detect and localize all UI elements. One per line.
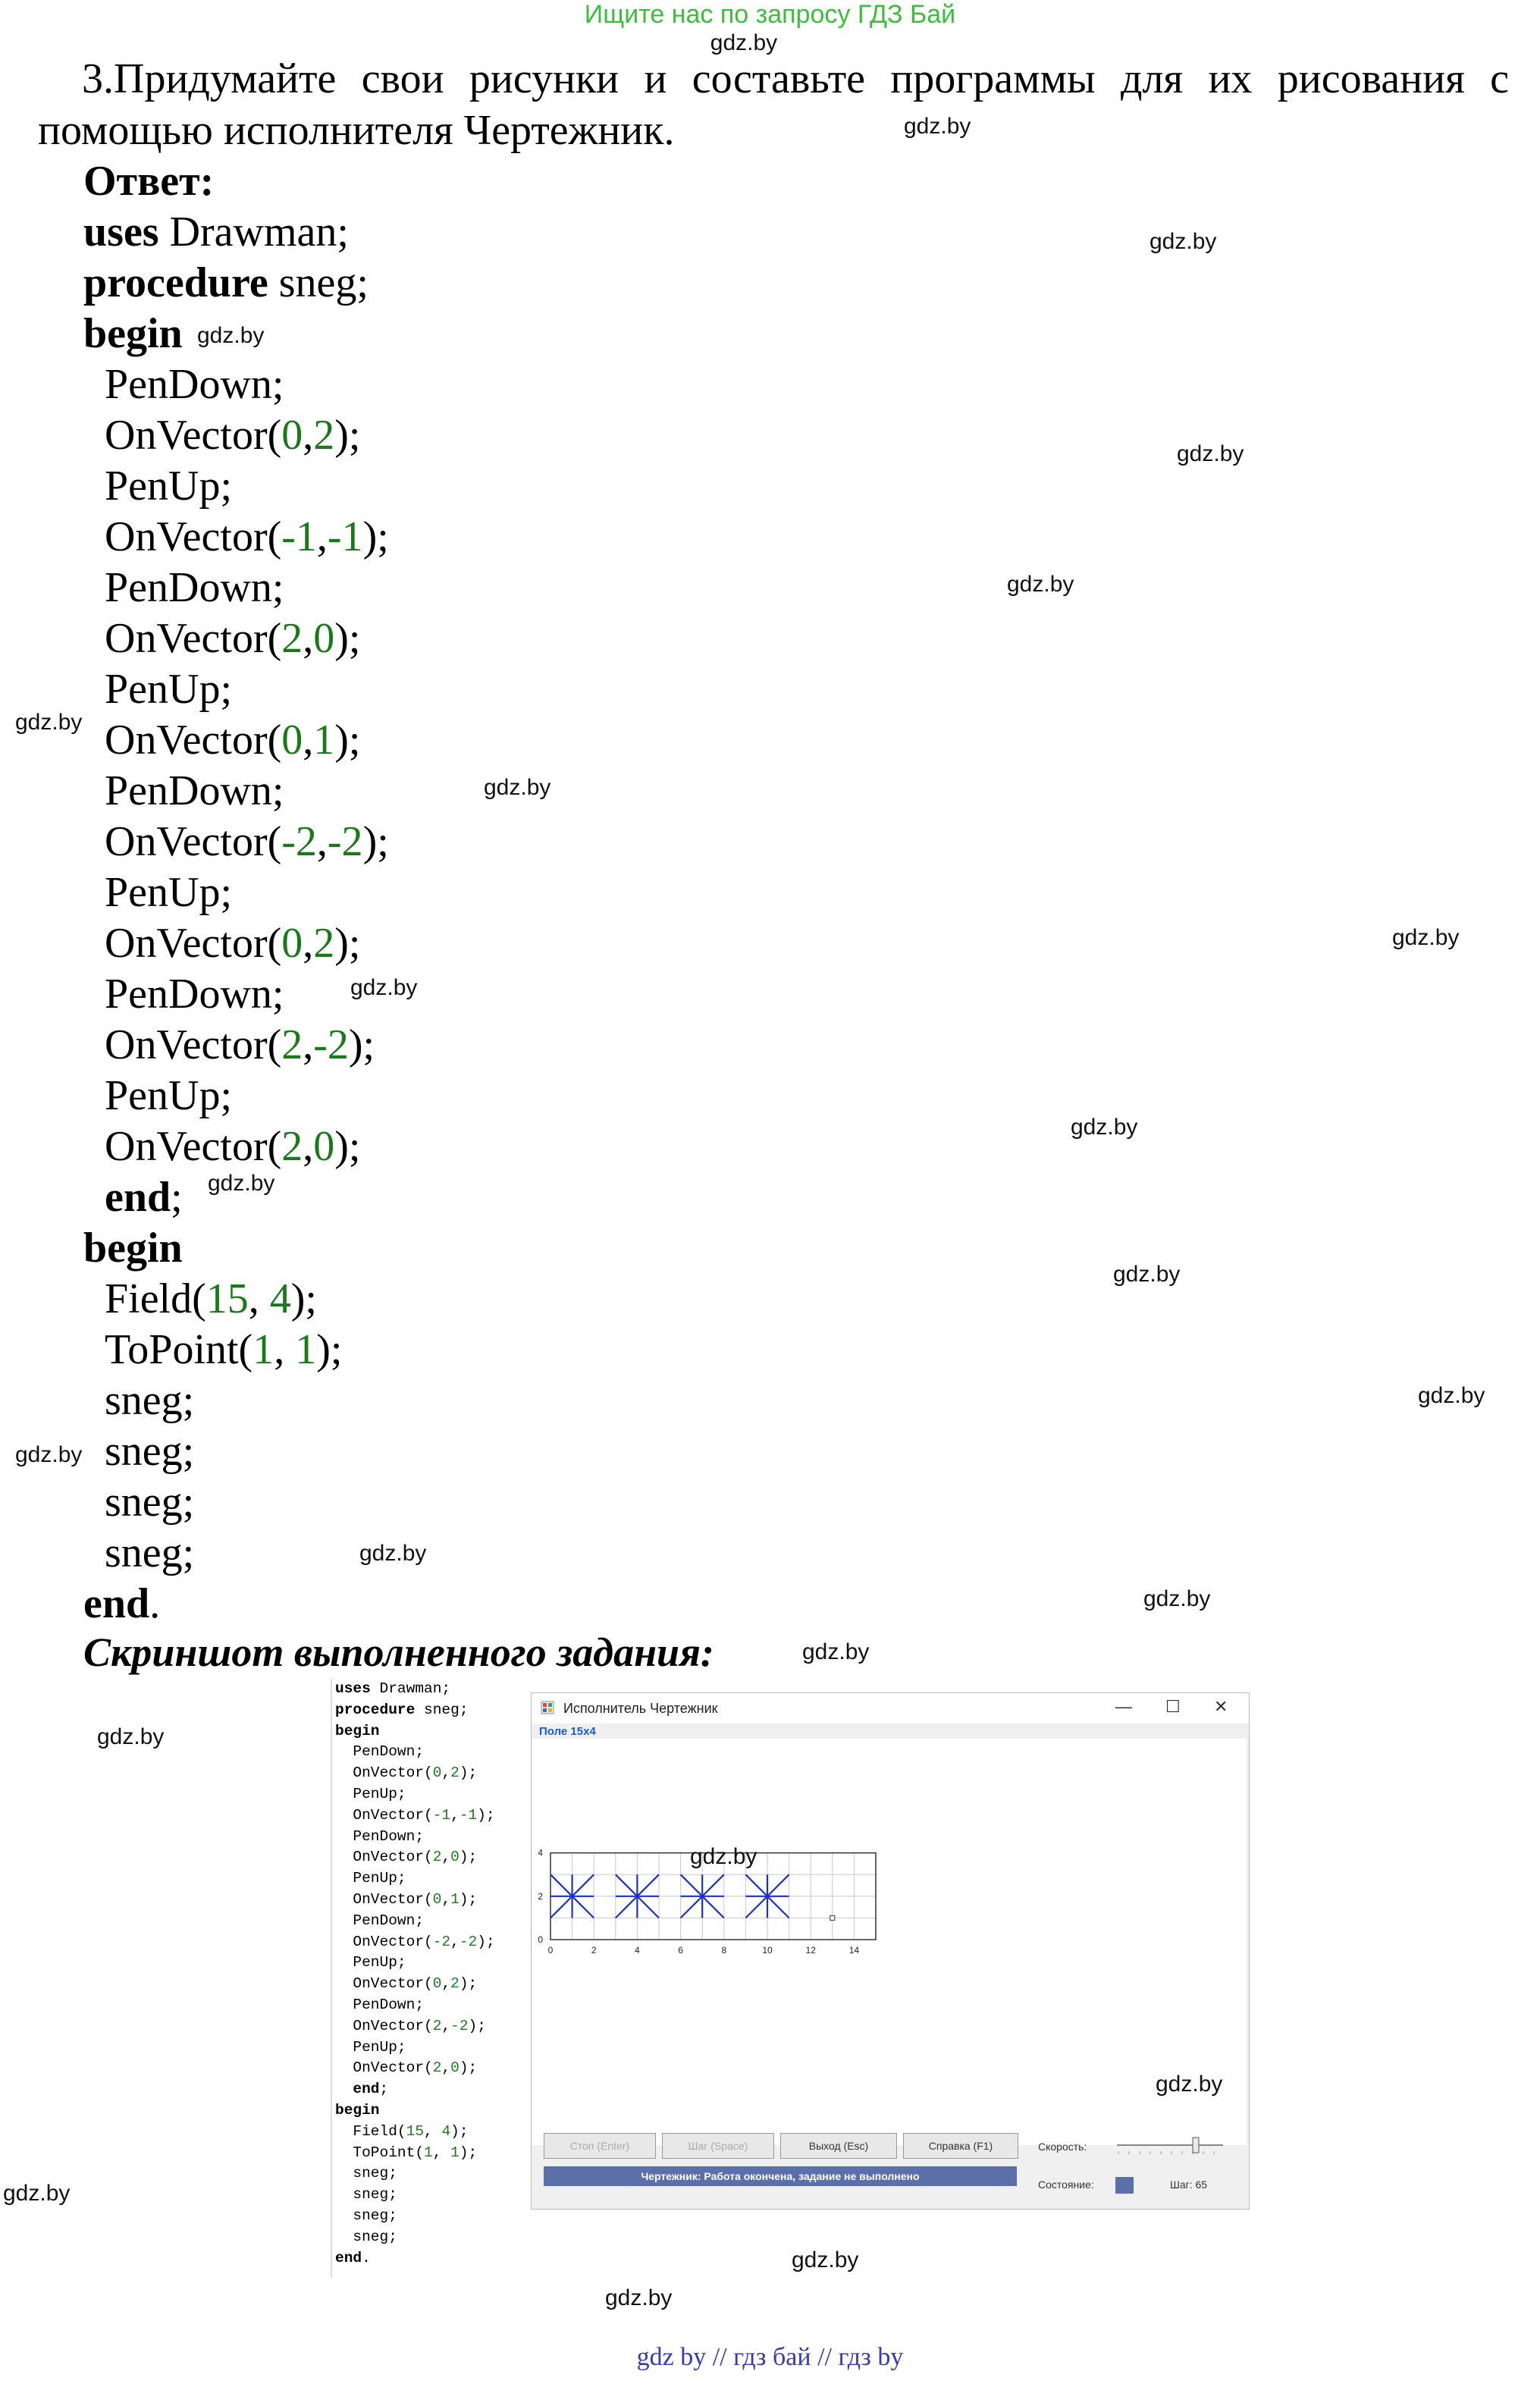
code-line: sneg; (105, 1428, 195, 1475)
watermark: gdz.by (15, 1442, 83, 1467)
watermark: gdz.by (15, 710, 83, 735)
maximize-button[interactable]: ☐ (1165, 1697, 1181, 1716)
number: 0 (313, 615, 335, 662)
pen-cursor (830, 1915, 835, 1920)
code-line: PenDown; (105, 564, 284, 611)
code-line: PenUp; (105, 1072, 232, 1119)
code-shot-line: begin (335, 1722, 380, 1739)
watermark: gdz.by (1418, 1383, 1485, 1408)
code-text: OnVector( (105, 615, 282, 662)
code-shot-line: OnVector(2,0); (335, 1849, 478, 1866)
exit-button[interactable]: Выход (Esc) (780, 2133, 897, 2159)
code-line (83, 258, 389, 309)
code-line (83, 1325, 389, 1375)
code-line (83, 410, 389, 461)
code-line: PenUp; (105, 463, 232, 510)
code-text: , (274, 1326, 296, 1373)
code-line (83, 817, 389, 867)
code-text: , (303, 1021, 314, 1068)
code-shot-line: PenUp; (335, 2038, 406, 2056)
code-text: ); (334, 920, 361, 967)
task-line-1: 3.Придумайте свои рисунки и составьте программы для их рисования с (82, 55, 1509, 102)
number: 2 (313, 920, 335, 967)
x-tick-label: 14 (848, 1945, 860, 1956)
code-line: sneg; (105, 1377, 195, 1424)
watermark: gdz.by (1150, 229, 1217, 254)
search-banner: Ищите нас по запросу ГДЗ Бай (584, 0, 956, 29)
speed-slider[interactable] (1114, 2131, 1226, 2157)
number: 0 (281, 920, 303, 967)
code-shot-line: PenDown; (335, 1912, 425, 1929)
code-text: ToPoint( (105, 1326, 253, 1373)
code-line (83, 207, 389, 258)
number: 0 (281, 717, 303, 764)
speed-label: Скорость: (1038, 2141, 1087, 2153)
number: 2 (281, 1123, 303, 1170)
number: 0 (281, 412, 303, 459)
y-tick-label: 4 (538, 1847, 543, 1858)
code-text: , (303, 615, 314, 662)
code-text: sneg; (268, 259, 369, 306)
code-line (83, 918, 389, 969)
status-bar: Чертежник: Работа окончена, задание не выполнено (544, 2166, 1017, 2186)
code-editor-screenshot (331, 1679, 531, 2278)
x-tick-label: 12 (805, 1945, 816, 1956)
y-tick-label: 0 (538, 1934, 543, 1945)
app-icon (541, 1701, 554, 1714)
code-text: ); (348, 1021, 375, 1068)
code-text: OnVector( (105, 920, 282, 967)
x-tick-label: 4 (635, 1945, 640, 1956)
code-text: , (303, 1123, 314, 1170)
watermark: gdz.by (1113, 1262, 1181, 1287)
code-shot-line: PenDown; (335, 1827, 425, 1845)
x-tick-label: 6 (678, 1945, 683, 1956)
code-line (83, 613, 389, 664)
code-text: ); (334, 717, 361, 764)
watermark: gdz.by (802, 1639, 870, 1664)
code-text: Field( (105, 1275, 206, 1322)
code-shot-line: OnVector(0,2); (335, 1764, 478, 1782)
number: -2 (327, 818, 363, 865)
x-tick-label: 2 (591, 1945, 597, 1956)
watermark: gdz.by (1156, 2072, 1223, 2097)
code-line (83, 1121, 389, 1172)
close-button[interactable]: ✕ (1214, 1697, 1228, 1716)
code-line (83, 1020, 389, 1071)
code-shot-line: end. (335, 2249, 371, 2266)
keyword: end (105, 1174, 171, 1221)
code-listing (83, 156, 389, 1629)
code-text: ; (171, 1174, 183, 1221)
code-shot-line: OnVector(2,0); (335, 2059, 478, 2077)
code-text: , (248, 1275, 270, 1322)
watermark: gdz.by (3, 2181, 71, 2206)
code-shot-line: sneg; (335, 2186, 397, 2204)
drawing-canvas (532, 1739, 1247, 2145)
number: -2 (281, 818, 317, 865)
step-button[interactable]: Шаг (Space) (662, 2133, 774, 2159)
watermark: gdz.by (1177, 441, 1244, 466)
number: 1 (295, 1326, 317, 1373)
code-text: , (316, 818, 328, 865)
screenshot-title: Скриншот выполненного задания: (83, 1629, 714, 1675)
watermark: gdz.by (350, 975, 418, 1000)
code-shot-line: procedure sneg; (335, 1701, 469, 1718)
code-text: ); (362, 513, 389, 560)
footer-watermark: gdz by // гдз бай // гдз by (636, 2343, 904, 2371)
drawing-plot (532, 1739, 1247, 2145)
task-statement (38, 53, 1509, 156)
code-shot-line: PenDown; (335, 1996, 425, 2013)
code-text: , (316, 513, 328, 560)
number: -2 (313, 1021, 349, 1068)
code-shot-line: OnVector(0,1); (335, 1890, 478, 1908)
state-indicator (1115, 2177, 1134, 2194)
code-text: ); (290, 1275, 317, 1322)
number: 15 (205, 1275, 249, 1322)
code-line: PenDown; (105, 767, 284, 814)
watermark: gdz.by (1392, 925, 1460, 950)
code-text: , (303, 412, 314, 459)
code-line: PenUp; (105, 869, 232, 916)
keyword: uses (83, 209, 159, 256)
answer-label: Ответ: (83, 158, 215, 205)
x-tick-label: 0 (547, 1945, 554, 1956)
drawman-window (531, 1692, 1250, 2210)
code-shot-line: uses Drawman; (335, 1680, 451, 1697)
help-button[interactable]: Справка (F1) (903, 2133, 1018, 2159)
code-line: sneg; (105, 1529, 195, 1576)
task-line-2: помощью исполнителя Чертежник. (38, 107, 675, 154)
code-shot-line: PenUp; (335, 1870, 406, 1887)
number: 4 (269, 1275, 291, 1322)
watermark: gdz.by (359, 1541, 427, 1566)
code-line: PenDown; (105, 361, 284, 408)
code-shot-line: OnVector(2,-2); (335, 2017, 486, 2034)
code-line (83, 715, 389, 766)
number: 2 (281, 1021, 303, 1068)
number: 2 (313, 412, 335, 459)
field-size-label: Поле 15x4 (539, 1725, 596, 1738)
watermark: gdz.by (208, 1171, 275, 1196)
code-text: OnVector( (105, 513, 282, 560)
code-shot-line: OnVector(-1,-1); (335, 1806, 495, 1824)
code-text: ); (334, 1123, 361, 1170)
watermark: gdz.by (197, 323, 265, 348)
code-text: ); (316, 1326, 343, 1373)
code-text: OnVector( (105, 818, 282, 865)
keyword: end (83, 1580, 150, 1627)
code-text: ); (362, 818, 389, 865)
code-line (83, 1274, 389, 1325)
code-text: Drawman; (158, 209, 349, 256)
watermark: gdz.by (690, 1844, 757, 1869)
window-titlebar (532, 1693, 1249, 1724)
watermark: gdz.by (1143, 1586, 1211, 1611)
code-shot-line: Field(15, 4); (335, 2122, 469, 2140)
watermark: gdz.by (97, 1724, 165, 1749)
watermark: gdz.by (904, 114, 971, 139)
code-text: OnVector( (105, 412, 282, 459)
watermark: gdz.by (1071, 1115, 1138, 1140)
watermark: gdz.by (792, 2247, 859, 2273)
code-text: ); (334, 615, 361, 662)
watermark: gdz.by (710, 30, 778, 55)
stop-button[interactable]: Стоп (Enter) (544, 2133, 656, 2159)
code-text: ); (334, 412, 361, 459)
minimize-button[interactable]: — (1115, 1697, 1132, 1716)
watermark: gdz.by (484, 775, 551, 800)
code-shot-line: PenUp; (335, 1954, 406, 1971)
slider-thumb (1193, 2138, 1199, 2153)
number: 2 (281, 615, 303, 662)
keyword: procedure (83, 259, 268, 306)
code-text: OnVector( (105, 1123, 282, 1170)
x-tick-label: 10 (762, 1945, 773, 1956)
state-label: Состояние: (1038, 2178, 1094, 2191)
code-shot-line: OnVector(-2,-2); (335, 1933, 495, 1950)
step-counter: Шаг: 65 (1170, 2178, 1208, 2191)
number: -1 (281, 513, 317, 560)
code-text: . (149, 1580, 161, 1627)
y-tick-label: 2 (538, 1890, 543, 1902)
watermark: gdz.by (605, 2285, 673, 2310)
code-line: sneg; (105, 1479, 195, 1526)
code-shot-line: sneg; (335, 2207, 397, 2224)
number: 1 (313, 717, 335, 764)
code-text: OnVector( (105, 717, 282, 764)
code-shot-line: PenUp; (335, 1785, 406, 1802)
code-shot-line: OnVector(0,2); (335, 1975, 478, 1993)
code-shot-line: PenDown; (335, 1743, 425, 1761)
code-line: PenDown; (105, 971, 284, 1018)
code-text: , (303, 717, 314, 764)
code-shot-line: sneg; (335, 2228, 397, 2245)
window-title: Исполнитель Чертежник (563, 1701, 718, 1716)
number: 1 (252, 1326, 274, 1373)
code-shot-line: begin (335, 2101, 380, 2119)
code-shot-line: ToPoint(1, 1); (335, 2144, 478, 2161)
code-shot-line: end; (353, 2081, 389, 2098)
code-line: PenUp; (105, 666, 232, 713)
code-text: , (303, 920, 314, 967)
x-tick-label: 8 (721, 1945, 727, 1956)
number: 0 (313, 1123, 335, 1170)
number: -1 (327, 513, 363, 560)
code-line (83, 512, 389, 563)
code-shot-line: sneg; (335, 2165, 397, 2182)
code-text: OnVector( (105, 1021, 282, 1068)
code-line: begin (83, 310, 183, 357)
code-line: begin (83, 1225, 183, 1272)
watermark: gdz.by (1007, 572, 1074, 597)
